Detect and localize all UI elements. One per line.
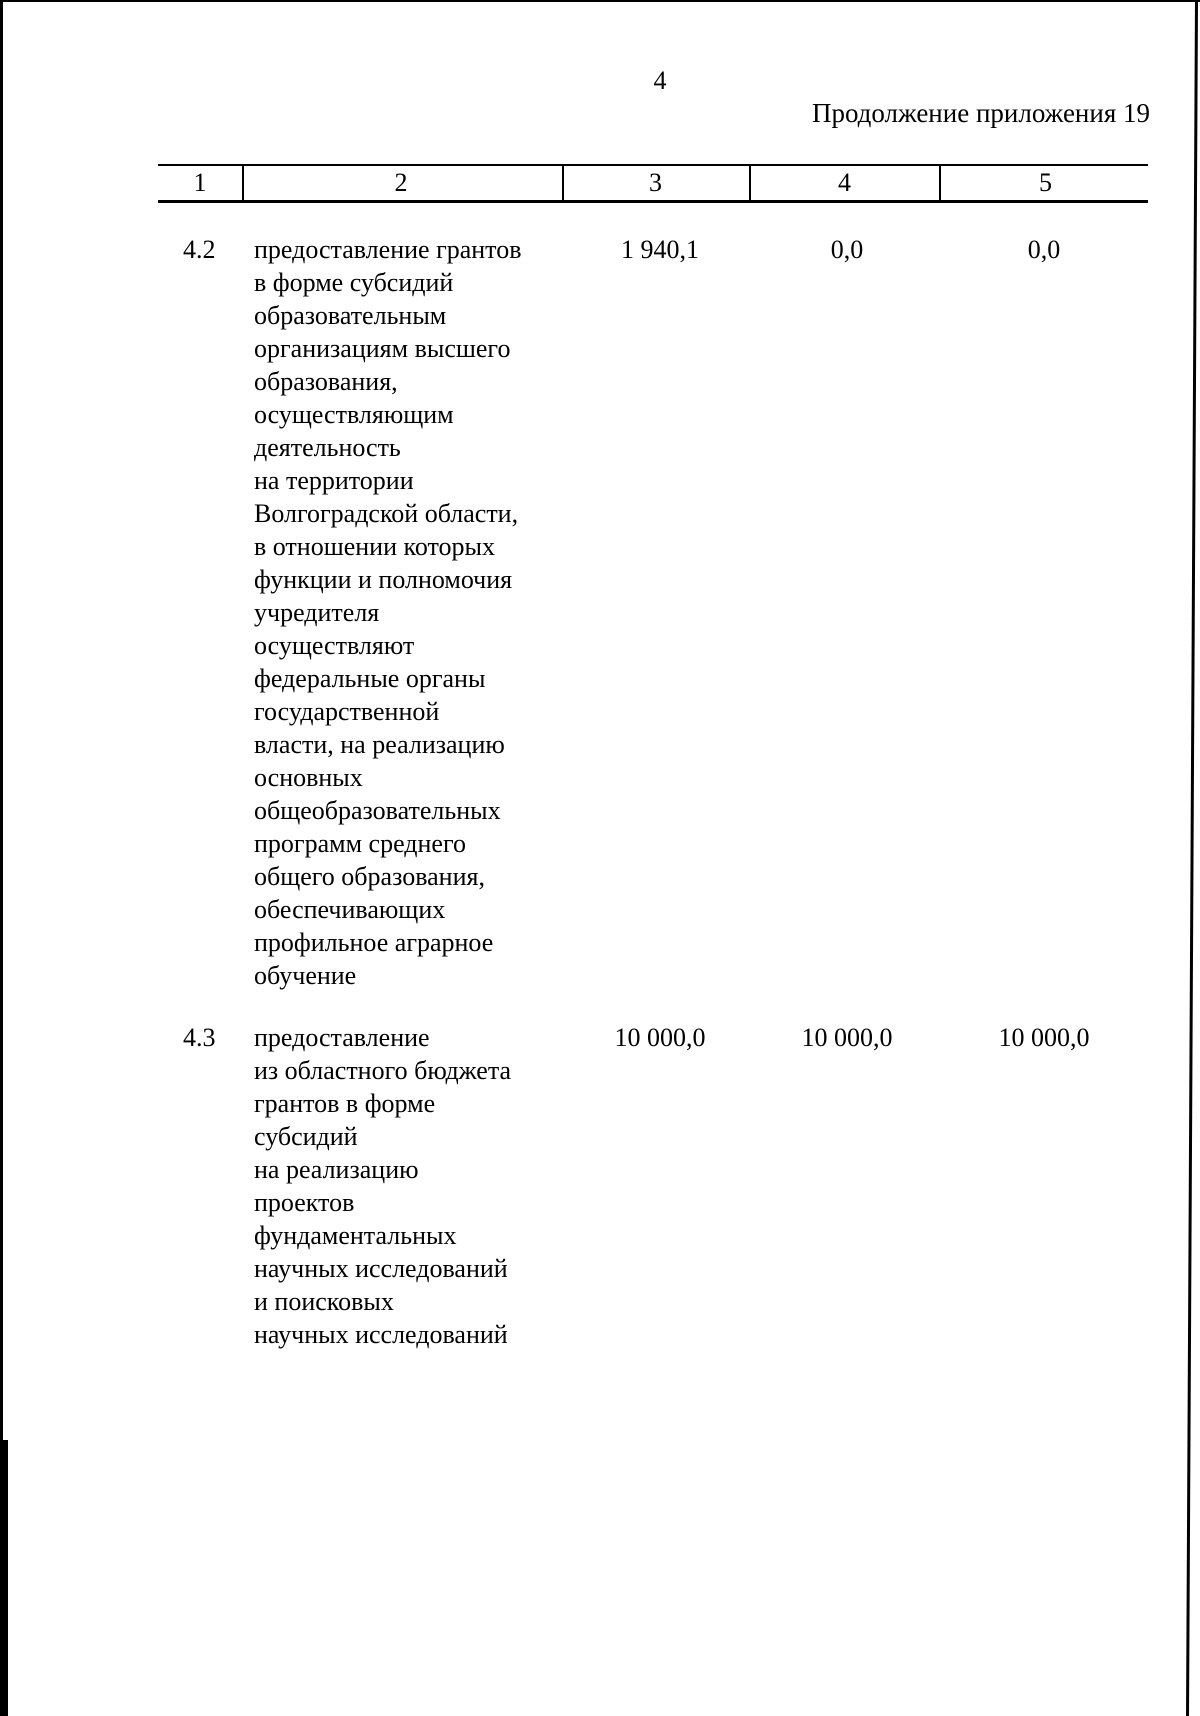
description-line: обеспечивающих [254,895,446,924]
description-line: функции и полномочия [254,565,513,594]
description-line: проектов [254,1188,355,1217]
description-line: образовательным [254,301,447,330]
value-col-5: 10 000,0 [998,1023,1090,1052]
description-line: федеральные органы [254,664,486,693]
description-line: профильное аграрное [254,928,494,957]
description-line: организациям высшего [254,334,511,363]
header-col-5: 5 [939,166,1150,200]
description-line: предоставление [254,1023,430,1052]
description-line: из областного бюджета [254,1056,512,1085]
value-col-3: 1 940,1 [621,235,699,264]
row-number: 4.2 [183,235,216,264]
description-line: осуществляющим [254,400,454,429]
description-line: деятельность [254,433,401,462]
page-border-left-shadow [0,1440,8,1716]
description-line: учредителя [254,598,380,627]
header-col-1: 1 [193,168,207,197]
description-line: научных исследований [254,1320,508,1349]
description-line: и поисковых [254,1287,394,1316]
header-col-3: 3 [562,166,747,200]
page-number: 4 [653,66,667,95]
description-line: осуществляют [254,631,415,660]
description-line: власти, на реализацию [254,730,505,759]
header-col-4: 4 [749,166,938,200]
description-line: общеобразовательных [254,796,501,825]
row-description [254,233,574,992]
description-line: на территории [254,466,414,495]
description-line: государственной [254,697,440,726]
description-line: фундаментальных [254,1221,457,1250]
row-description [254,1021,574,1351]
page-border-right [1186,0,1198,1716]
description-line: программ среднего [254,829,466,858]
value-col-5: 0,0 [1027,235,1061,264]
page-border-top [0,0,1200,2]
value-col-3: 10 000,0 [614,1023,706,1052]
value-col-4: 0,0 [830,235,864,264]
description-line: в форме субсидий [254,268,454,297]
appendix-caption: Продолжение приложения 19 [811,98,1150,128]
value-col-4: 10 000,0 [801,1023,893,1052]
table-header [158,164,1148,203]
description-line: на реализацию [254,1155,419,1184]
description-line: научных исследований [254,1254,508,1283]
description-line: Волгоградской области, [254,499,519,528]
description-line: грантов в форме [254,1089,436,1118]
description-line: общего образования, [254,862,485,891]
description-line: предоставление грантов [254,235,522,264]
description-line: в отношении которых [254,532,495,561]
header-col-2: 2 [242,166,558,200]
description-line: обучение [254,961,357,990]
description-line: образования, [254,367,398,396]
description-line: субсидий [254,1122,358,1151]
row-number: 4.3 [183,1023,216,1052]
description-line: основных [254,763,363,792]
